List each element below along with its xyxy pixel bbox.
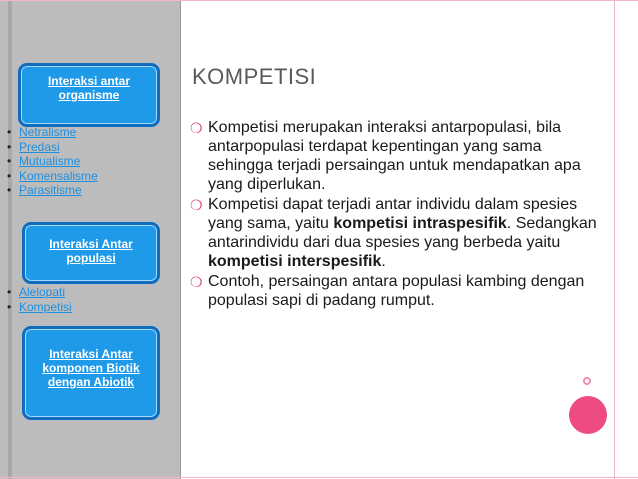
bullet-icon: ❍ bbox=[190, 274, 203, 290]
content-bullet-1 bbox=[190, 118, 610, 194]
nav-box-label-line2: organisme bbox=[58, 88, 120, 102]
link-alelopati[interactable]: Alelopati bbox=[19, 285, 66, 299]
bullet-icon: ❍ bbox=[190, 120, 203, 136]
populasi-link-list bbox=[7, 285, 72, 314]
list-item bbox=[7, 140, 98, 155]
nav-box-label-line2: populasi bbox=[66, 251, 116, 265]
link-parasitisme[interactable]: Parasitisme bbox=[19, 183, 82, 197]
link-netralisme[interactable]: Netralisme bbox=[19, 125, 77, 139]
nav-box-label-line1: Interaksi antar bbox=[47, 74, 131, 88]
content-text: Kompetisi dapat terjadi antar individu dalam spesies yang sama, yaitu bbox=[208, 196, 578, 232]
content-bold-text: kompetisi interspesifik bbox=[208, 253, 382, 270]
nav-box-interaksi-biotik-abiotik[interactable] bbox=[22, 326, 160, 420]
list-item bbox=[7, 125, 98, 140]
list-item bbox=[7, 285, 72, 300]
sidebar-strip bbox=[8, 0, 12, 479]
content-text: . Sedangkan antarindividu dari dua spesies yang berbeda yaitu bbox=[208, 215, 597, 251]
decorative-small-circle-icon bbox=[583, 377, 591, 385]
frame-line-bottom bbox=[0, 477, 638, 478]
link-kompetisi[interactable]: Kompetisi bbox=[19, 299, 72, 314]
list-item bbox=[7, 300, 72, 315]
nav-box-interaksi-organisme[interactable] bbox=[18, 63, 160, 127]
nav-box-label-line1: Interaksi Antar bbox=[49, 347, 133, 361]
content-text: Contoh, persaingan antara populasi kambing dengan populasi sapi di padang rumput. bbox=[208, 273, 585, 309]
list-item bbox=[7, 154, 98, 169]
bullet-icon: ❍ bbox=[190, 197, 203, 213]
link-mutualisme[interactable]: Mutualisme bbox=[19, 154, 81, 168]
nav-box-label-line2: komponen Biotik bbox=[42, 361, 140, 375]
slide-content bbox=[190, 118, 610, 311]
frame-line-top bbox=[0, 0, 638, 1]
content-text: Kompetisi merupakan interaksi antarpopulasi, bila antarpopulasi terdapat kepentingan yang sama sehingga terjadi persaingan untuk mendapatkan apa yang diperlukan. bbox=[208, 119, 581, 193]
content-bullet-3 bbox=[190, 272, 610, 310]
organisme-link-list bbox=[7, 125, 98, 198]
link-predasi[interactable]: Predasi bbox=[19, 139, 60, 154]
content-text: . bbox=[381, 253, 386, 270]
list-item bbox=[7, 169, 98, 184]
slide-title: KOMPETISI bbox=[192, 64, 317, 89]
decorative-pink-circle-icon bbox=[569, 396, 607, 434]
content-bullet-2 bbox=[190, 195, 610, 271]
sidebar bbox=[0, 0, 181, 479]
nav-box-label-line1: Interaksi Antar bbox=[49, 237, 133, 251]
list-item bbox=[7, 183, 98, 198]
content-bold-text: kompetisi intraspesifik bbox=[333, 215, 507, 232]
link-komensalisme[interactable]: Komensalisme bbox=[19, 168, 98, 183]
nav-box-label-line3: dengan Abiotik bbox=[47, 375, 135, 389]
frame-line-right bbox=[614, 0, 638, 479]
nav-box-interaksi-populasi[interactable] bbox=[22, 222, 160, 284]
